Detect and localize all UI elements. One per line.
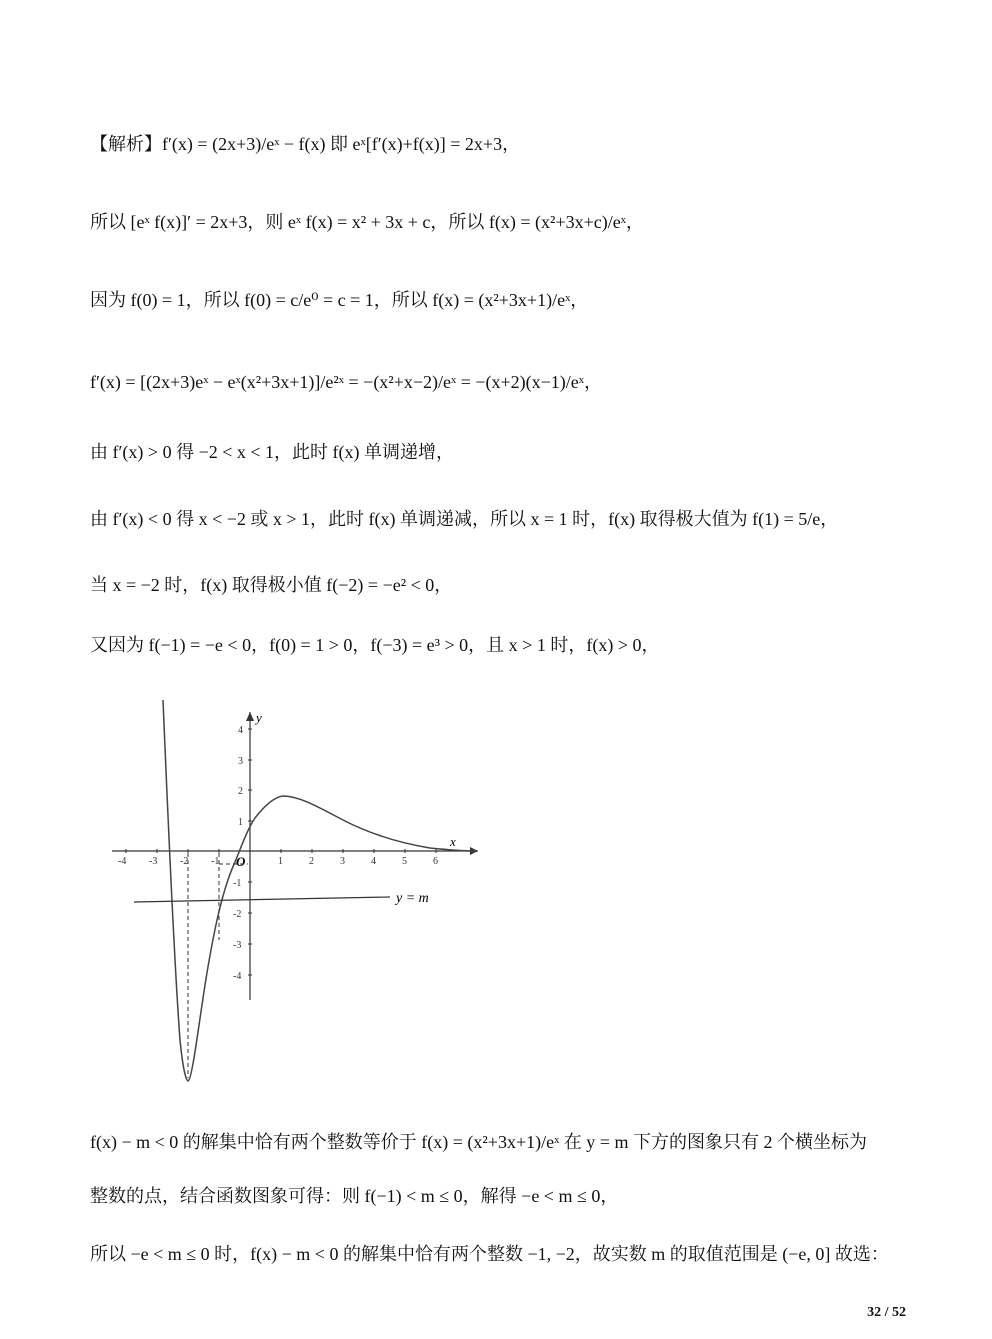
y-axis-label: y [256, 710, 262, 725]
page-number: 32 / 52 [867, 1305, 906, 1320]
x-tick-label: -2 [180, 856, 189, 867]
x-tick-label: 4 [371, 856, 376, 867]
y-tick-label: 3 [238, 756, 243, 767]
x-tick-label: -4 [118, 856, 127, 867]
x-ticks [118, 849, 438, 867]
x-tick-label: -3 [149, 856, 158, 867]
x-tick-label: 2 [309, 856, 314, 867]
y-tick-label: -2 [233, 909, 242, 920]
y-tick-label: 4 [238, 725, 243, 736]
solution-line-4: f′(x) = [(2x+3)eˣ − eˣ(x²+3x+1)]/e²ˣ = −(x²+x−2)/eˣ = −(x+2)(x−1)/eˣ， [90, 372, 602, 392]
x-tick-label: 3 [340, 856, 345, 867]
solution-line-6: 由 f′(x) < 0 得 x < −2 或 x > 1，此时 f(x) 单调递减，所以 x = 1 时，f(x) 取得极大值为 f(1) = 5/e， [90, 509, 839, 529]
y-axis-arrow [246, 712, 254, 721]
solution-line-5: 由 f′(x) > 0 得 −2 < x < 1，此时 f(x) 单调递增， [90, 442, 455, 462]
x-tick-label: 1 [278, 856, 283, 867]
y-tick-label: -3 [233, 940, 242, 951]
solution-line-2: 所以 [eˣ f(x)]′ = 2x+3，则 eˣ f(x) = x² + 3x + c，所以 f(x) = (x²+3x+c)/eˣ， [90, 212, 644, 232]
solution-line-11: 所以 −e < m ≤ 0 时，f(x) − m < 0 的解集中恰有两个整数 −1, −2，故实数 m 的取值范围是 (−e, 0] 故选： [90, 1244, 889, 1264]
line-y-equals-m-label: y = m [396, 891, 429, 906]
x-tick-label: -1 [211, 856, 220, 867]
x-tick-label: 5 [402, 856, 407, 867]
solution-line-7: 当 x = −2 时，f(x) 取得极小值 f(−2) = −e² < 0， [90, 575, 453, 595]
x-axis-label: x [450, 834, 456, 849]
solution-line-3: 因为 f(0) = 1，所以 f(0) = c/e⁰ = c = 1，所以 f(x) = (x²+3x+1)/eˣ， [90, 290, 589, 310]
y-tick-label: 1 [238, 817, 243, 828]
function-curve [163, 700, 476, 1081]
solution-line-9: f(x) − m < 0 的解集中恰有两个整数等价于 f(x) = (x²+3x+1)/eˣ 在 y = m 下方的图象只有 2 个横坐标为 [90, 1132, 867, 1152]
y-tick-label: 2 [238, 786, 243, 797]
solution-line-10: 整数的点，结合函数图象可得：则 f(−1) < m ≤ 0，解得 −e < m ≤ 0， [90, 1186, 619, 1206]
y-tick-label: -4 [233, 971, 242, 982]
solution-line-1: 【解析】f′(x) = (2x+3)/eˣ − f(x) 即 eˣ[f′(x)+f(x)] = 2x+3， [90, 134, 521, 154]
x-tick-label: 6 [433, 856, 438, 867]
solution-line-8: 又因为 f(−1) = −e < 0，f(0) = 1 > 0，f(−3) = e³ > 0，且 x > 1 时，f(x) > 0， [90, 635, 660, 655]
y-tick-label: -1 [233, 878, 242, 889]
origin-label: O [236, 854, 246, 869]
